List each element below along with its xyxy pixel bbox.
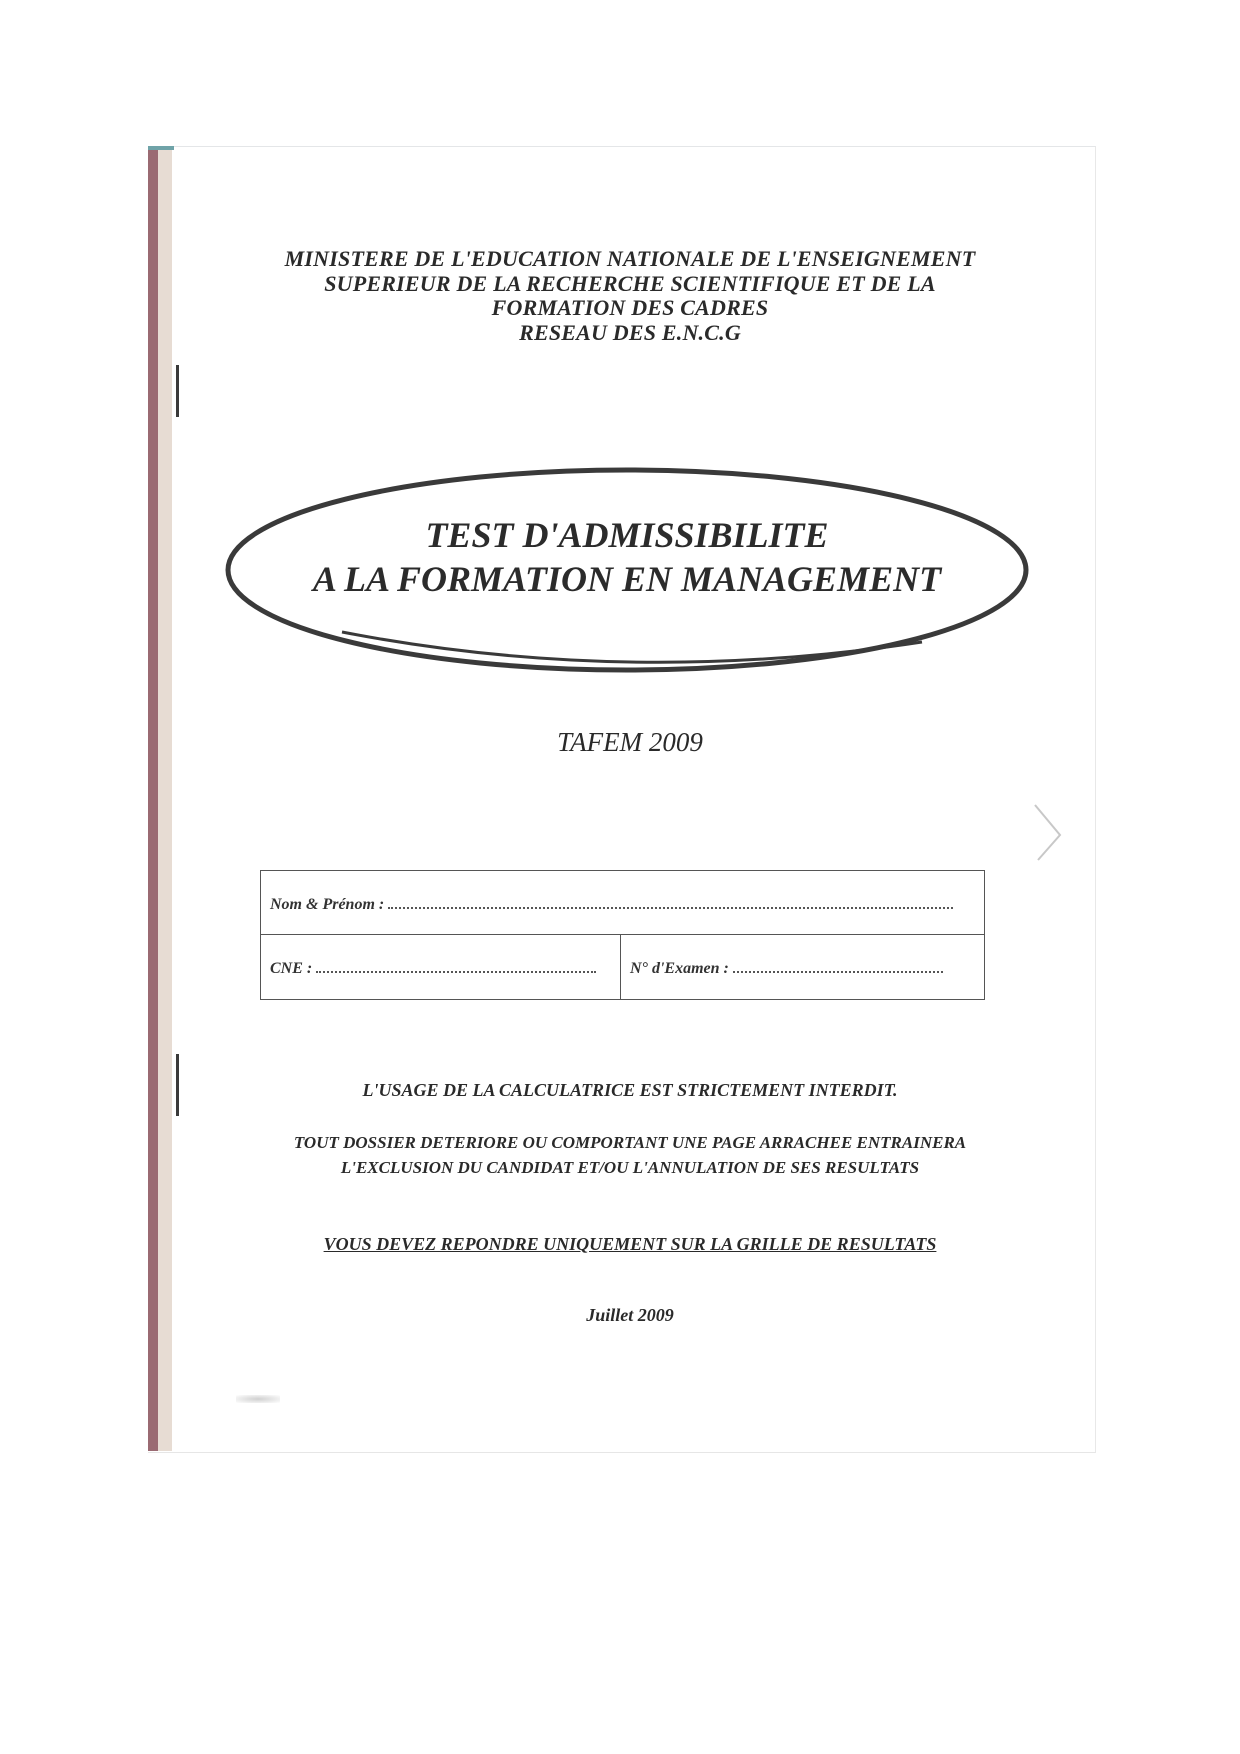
id-row (261, 935, 984, 999)
candidate-info-form (260, 870, 985, 1000)
cne-cell (261, 935, 621, 999)
damage-notice (0, 1130, 1240, 1180)
exam-code: TAFEM 2009 (557, 727, 703, 757)
exam-number-cell (621, 935, 984, 999)
name-row (261, 871, 984, 935)
binding-corner (148, 146, 174, 150)
calculator-notice: L'USAGE DE LA CALCULATRICE EST STRICTEMENT INTERDIT. (362, 1080, 898, 1100)
answer-grid-notice: VOUS DEVEZ REPONDRE UNIQUEMENT SUR LA GRILLE DE RESULTATS (323, 1234, 937, 1254)
damage-notice-line-2: L'EXCLUSION DU CANDIDAT ET/OU L'ANNULATION DE SES RESULTATS (340, 1158, 920, 1177)
damage-notice-line-1: TOUT DOSSIER DETERIORE OU COMPORTANT UNE PAGE ARRACHEE ENTRAINERA (293, 1133, 967, 1152)
scan-fold-mark (1030, 800, 1070, 870)
document-title (222, 513, 1032, 601)
ministry-line-3: FORMATION DES CADRES (491, 295, 769, 320)
cne-dotted-line[interactable] (316, 957, 596, 973)
cne-label: CNE : (270, 960, 313, 977)
ministry-line-1: MINISTERE DE L'EDUCATION NATIONALE DE L'ENSEIGNEMENT (284, 246, 976, 271)
title-line-2: A LA FORMATION EN MANAGEMENT (312, 559, 942, 599)
exam-number-label: N° d'Examen : (630, 960, 729, 977)
name-label: Nom & Prénom : (270, 896, 385, 913)
name-field[interactable] (270, 893, 953, 914)
title-line-1: TEST D'ADMISSIBILITE (425, 515, 829, 555)
exam-number-dotted-line[interactable] (733, 957, 943, 973)
ministry-header (0, 247, 1240, 345)
exam-number-field[interactable] (630, 957, 943, 978)
cne-field[interactable] (270, 957, 596, 978)
staple-top (176, 365, 179, 417)
exam-date: Juillet 2009 (586, 1305, 674, 1325)
ministry-line-2: SUPERIEUR DE LA RECHERCHE SCIENTIFIQUE ET DE LA (324, 270, 936, 296)
ministry-line-4: RESEAU DES E.N.C.G (519, 319, 741, 345)
name-dotted-line[interactable] (388, 893, 953, 909)
scan-smudge (236, 1395, 280, 1403)
